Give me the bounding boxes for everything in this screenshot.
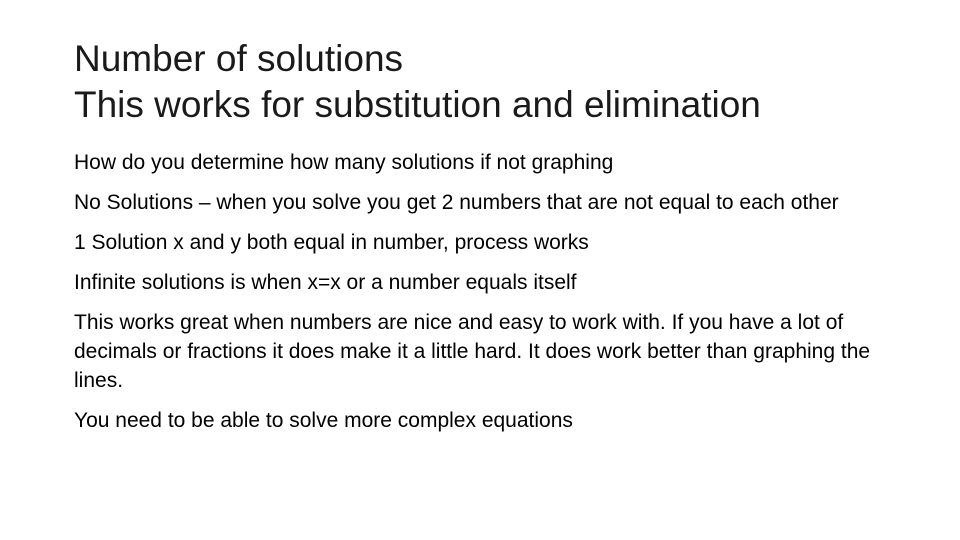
body-paragraph-works-great: This works great when numbers are nice and easy to work with. If you have a lot of decimals or fractions it does make it a little hard. It does work better than graphing the lines. (74, 311, 871, 392)
title-line-2: This works for substitution and elimination (74, 84, 761, 125)
slide-body (74, 148, 894, 435)
body-paragraph-infinite-solutions: Infinite solutions is when x=x or a number equals itself (74, 271, 577, 294)
body-paragraph-complex-equations: You need to be able to solve more complex equations (74, 409, 573, 432)
body-paragraph-one-solution: 1 Solution x and y both equal in number, process works (74, 231, 589, 254)
body-paragraph-no-solutions: No Solutions – when you solve you get 2 numbers that are not equal to each other (74, 191, 839, 214)
slide-title (74, 36, 934, 128)
body-paragraph-determine: How do you determine how many solutions if not graphing (74, 151, 614, 174)
title-line-1: Number of solutions (74, 38, 404, 79)
